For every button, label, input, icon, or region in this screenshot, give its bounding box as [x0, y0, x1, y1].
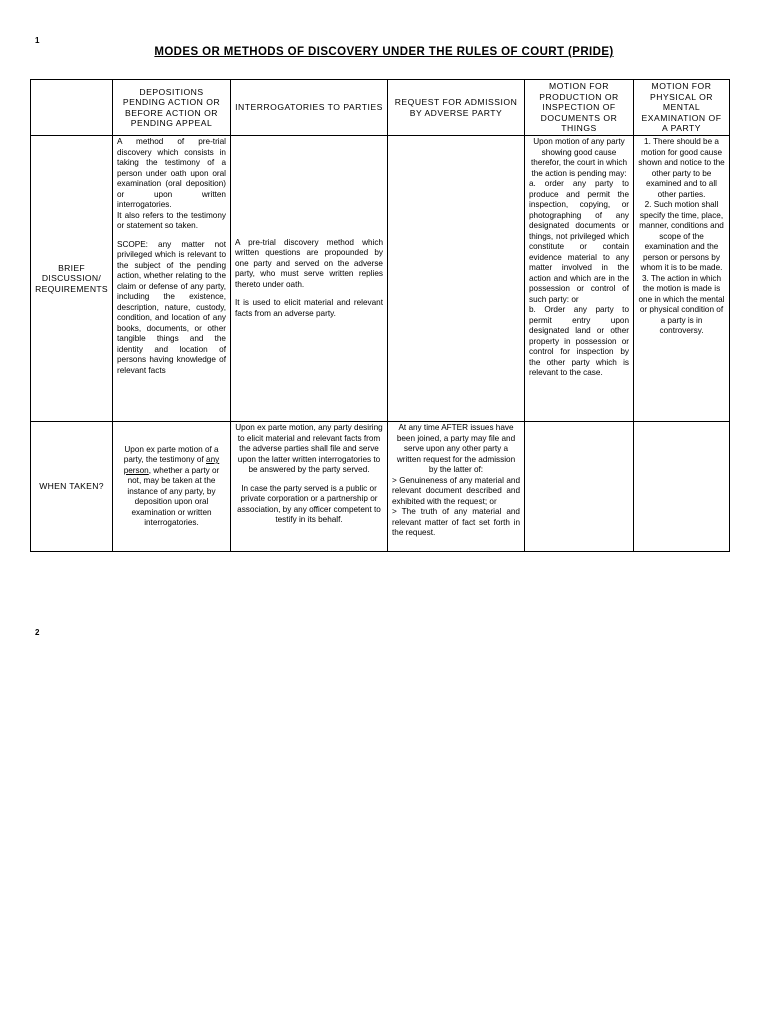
page-number: 1	[35, 36, 40, 45]
page-number: 2	[35, 628, 40, 637]
depositions-testimony: It also refers to the testimony or statement so taken.	[117, 210, 226, 230]
header-depositions: DEPOSITIONS PENDING ACTION OR BEFORE ACTION OR PENDING APPEAL	[113, 80, 231, 136]
examination-item-1: 1. There should be a motion for good cause shown and notice to the other party to be examined and to all other parties.	[638, 137, 725, 199]
cell-request-discussion	[388, 136, 525, 422]
examination-item-2: 2. Such motion shall specify the time, place, manner, conditions and scope of the examination and the person or persons by whom it is to be made.	[639, 200, 724, 272]
examination-item-3: 3. The action in which the motion is made is one in which the mental or physical condition of a party is in controversy.	[638, 273, 725, 335]
interrogatories-when-1: Upon ex parte motion, any party desiring to elicit material and relevant facts from the adverse parties shall file and serve upon the latter written interrogatories to be answered by the party served.	[235, 423, 383, 474]
interrogatories-when-2: In case the party served is a public or private corporation or a partnership or association, by any officer competent to testify in its behalf.	[237, 483, 381, 524]
header-production-inspection: MOTION FOR PRODUCTION OR INSPECTION OF DOCUMENTS OR THINGS	[525, 80, 634, 136]
request-when-intro: At any time AFTER issues have been joined, a party may file and serve upon any other party a written request for the admission by the latter of:	[396, 423, 516, 474]
cell-interrogatories-discussion	[231, 136, 388, 422]
header-request-admission: REQUEST FOR ADMISSION BY ADVERSE PARTY	[388, 80, 525, 136]
header-cell-empty	[31, 80, 113, 136]
cell-depositions-when	[113, 422, 231, 552]
header-interrogatories: INTERROGATORIES TO PARTIES	[231, 80, 388, 136]
request-when-b: > The truth of any material and relevant matter of fact set forth in the request.	[392, 507, 520, 537]
depositions-when-text	[117, 445, 226, 529]
depositions-when-b: , whether a party or not, may be taken at the instance of any party, by deposition upon oral examination or written interrogatories.	[127, 465, 220, 527]
row-label-when-taken: WHEN TAKEN?	[31, 422, 113, 552]
depositions-definition: A method of pre-trial discovery which consists in taking the testimony of a person under oath upon oral examination (oral deposition) or upon written interrogatories.	[117, 137, 226, 209]
page-title: MODES OR METHODS OF DISCOVERY UNDER THE RULES OF COURT (PRIDE)	[154, 46, 614, 58]
request-when-a: > Genuineness of any material and relevant document described and exhibited with the request; or	[392, 475, 520, 506]
cell-production-discussion	[525, 136, 634, 422]
cell-examination-when	[634, 422, 730, 552]
production-intro: Upon motion of any party showing good cause therefor, the court in which the action is pending may:	[530, 137, 628, 178]
depositions-when-a: Upon ex parte motion of a party, the testimony of	[123, 444, 219, 464]
depositions-scope: SCOPE: any matter not privileged which is relevant to the subject of the pending action, whether relating to the claim or defense of any party, including the existence, description, nature, custody, condition, and location of any books, documents, or other tangible things and the identity and location of persons having knowledge of relevant facts	[117, 239, 226, 375]
cell-depositions-discussion	[113, 136, 231, 422]
discovery-table	[30, 79, 730, 552]
cell-request-when	[388, 422, 525, 552]
any-person-underlined: any person	[123, 455, 220, 475]
table-row-when-taken	[31, 422, 730, 552]
header-physical-mental-exam: MOTION FOR PHYSICAL OR MENTAL EXAMINATION OF A PARTY	[634, 80, 730, 136]
interrogatories-purpose: It is used to elicit material and relevant facts from an adverse party.	[235, 298, 383, 318]
interrogatories-definition: A pre-trial discovery method which written questions are propounded by one party and served on the adverse party, who must serve written replies thereto under oath.	[235, 237, 383, 289]
table-header-row	[31, 80, 730, 136]
row-label-brief-discussion: BRIEF DISCUSSION/ REQUIREMENTS	[31, 136, 113, 422]
production-item-a: a. order any party to produce and permit the inspection, copying, or photographing of any designated documents or things, not privileged which constitute or contain evidence material to any matter involved in the action and which are in the possession or control of such party: or	[529, 179, 629, 304]
cell-production-when	[525, 422, 634, 552]
cell-examination-discussion	[634, 136, 730, 422]
cell-interrogatories-when	[231, 422, 388, 552]
table-row-brief-discussion	[31, 136, 730, 422]
production-item-b: b. Order any party to permit entry upon designated land or other property in possession or control for inspection by the other party which is relevant to the case.	[529, 305, 629, 377]
